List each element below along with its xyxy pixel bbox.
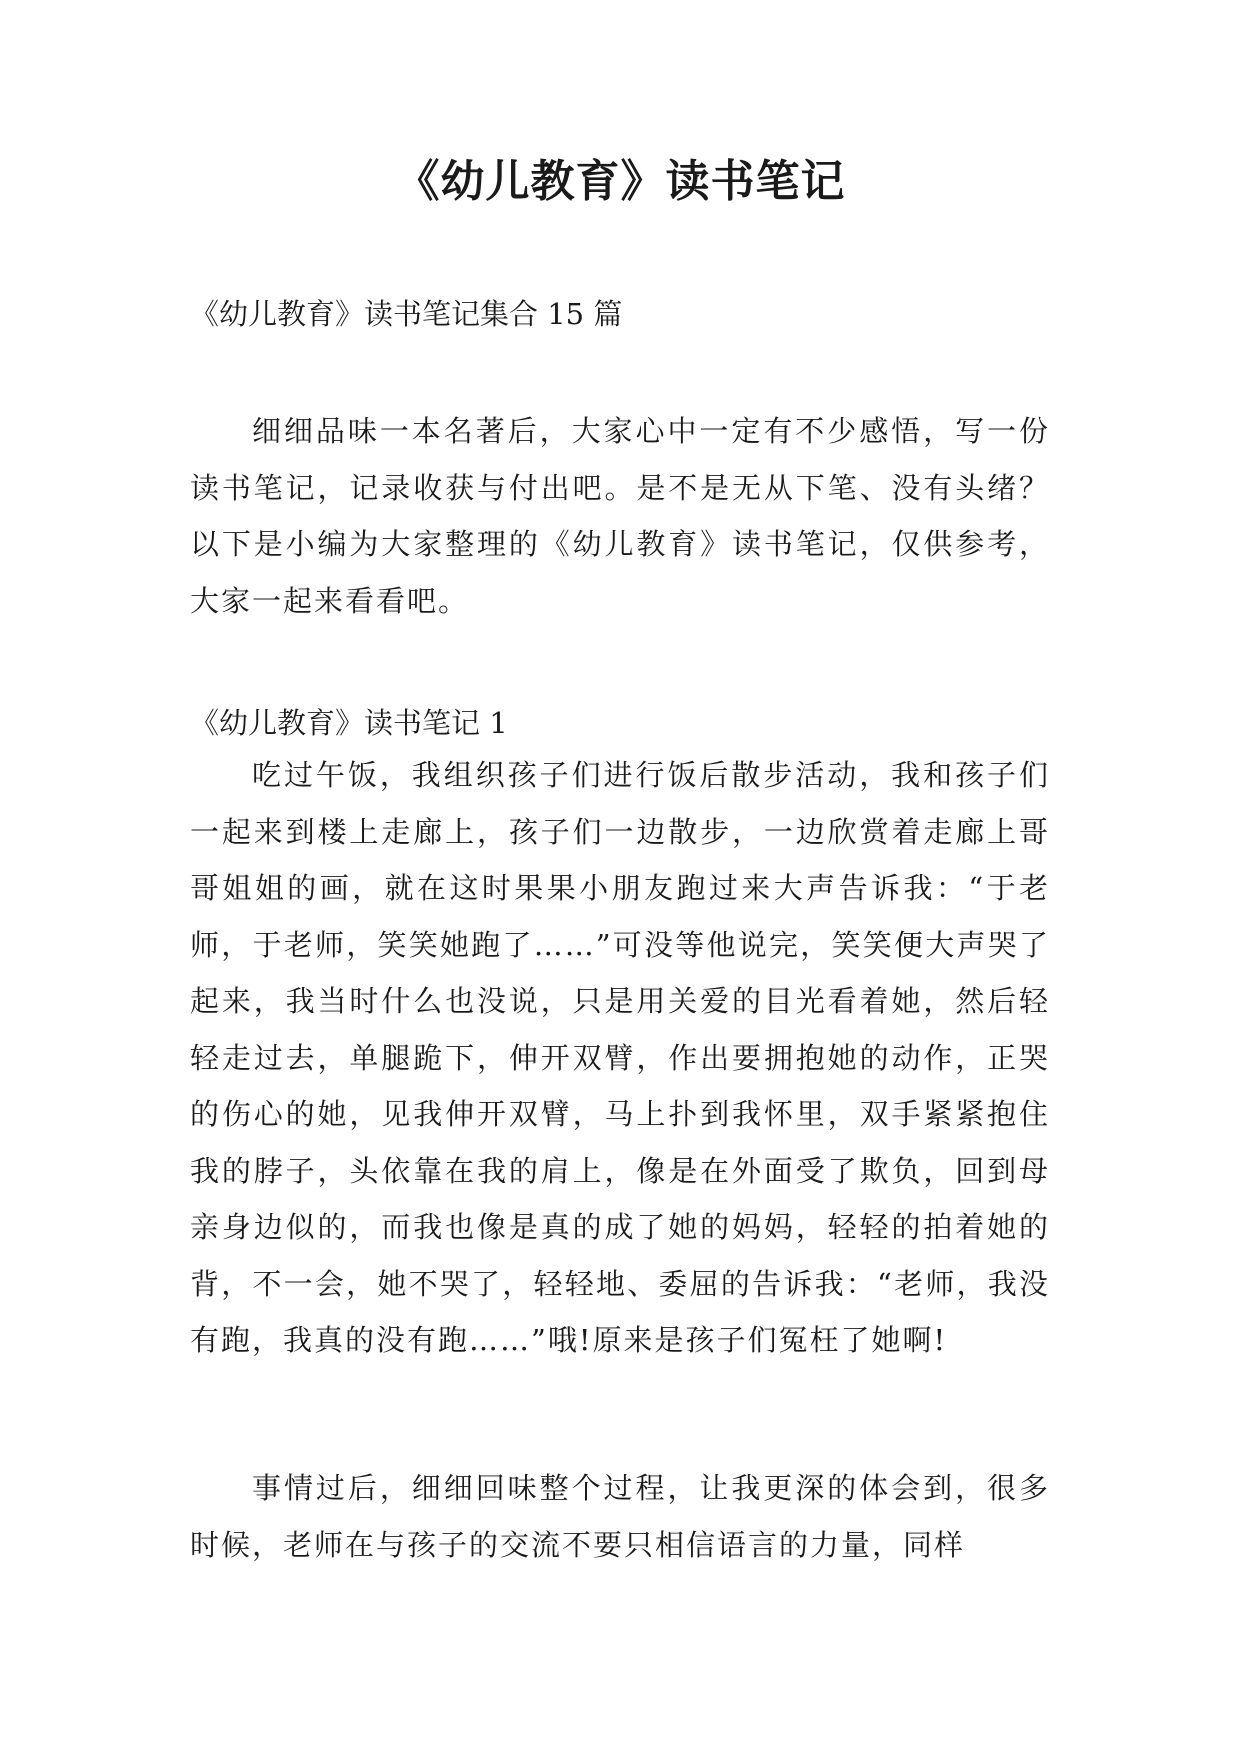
- intro-paragraph: 细细品味一本名著后，大家心中一定有不少感悟，写一份读书笔记，记录收获与付出吧。是不是无从下笔、没有头绪？以下是小编为大家整理的《幼儿教育》读书笔记，仅供参考，大家一起来看看吧。: [190, 414, 1050, 618]
- section-1-paragraph-2: 事情过后，细细回味整个过程，让我更深的体会到，很多时候，老师在与孩子的交流不要只相信语言的力量，同样: [190, 1471, 1050, 1562]
- section-1-paragraph-1: 吃过午饭，我组织孩子们进行饭后散步活动，我和孩子们一起来到楼上走廊上，孩子们一边散步，一边欣赏着走廊上哥哥姐姐的画，就在这时果果小朋友跑过来大声告诉我：“于老师，于老师，笑笑她跑了……”可没等他说完，笑笑便大声哭了起来，我当时什么也没说，只是用关爱的目光看着她，然后轻轻走过去，单腿跪下，伸开双臂，作出要拥抱她的动作，正哭的伤心的她，见我伸开双臂，马上扑到我怀里，双手紧紧抱住我的脖子，头依靠在我的肩上，像是在外面受了欺负，回到母亲身边似的，而我也像是真的成了她的妈妈，轻轻的拍着她的背，不一会，她不哭了，轻轻地、委屈的告诉我：“老师，我没有跑，我真的没有跑……”哦!原来是孩子们冤枉了她啊!: [190, 758, 1050, 1357]
- document-title: 《幼儿教育》读书笔记: [395, 156, 846, 207]
- section-1-heading: 《幼儿教育》读书笔记 1: [190, 706, 508, 740]
- collection-subtitle: 《幼儿教育》读书笔记集合 15 篇: [190, 297, 623, 331]
